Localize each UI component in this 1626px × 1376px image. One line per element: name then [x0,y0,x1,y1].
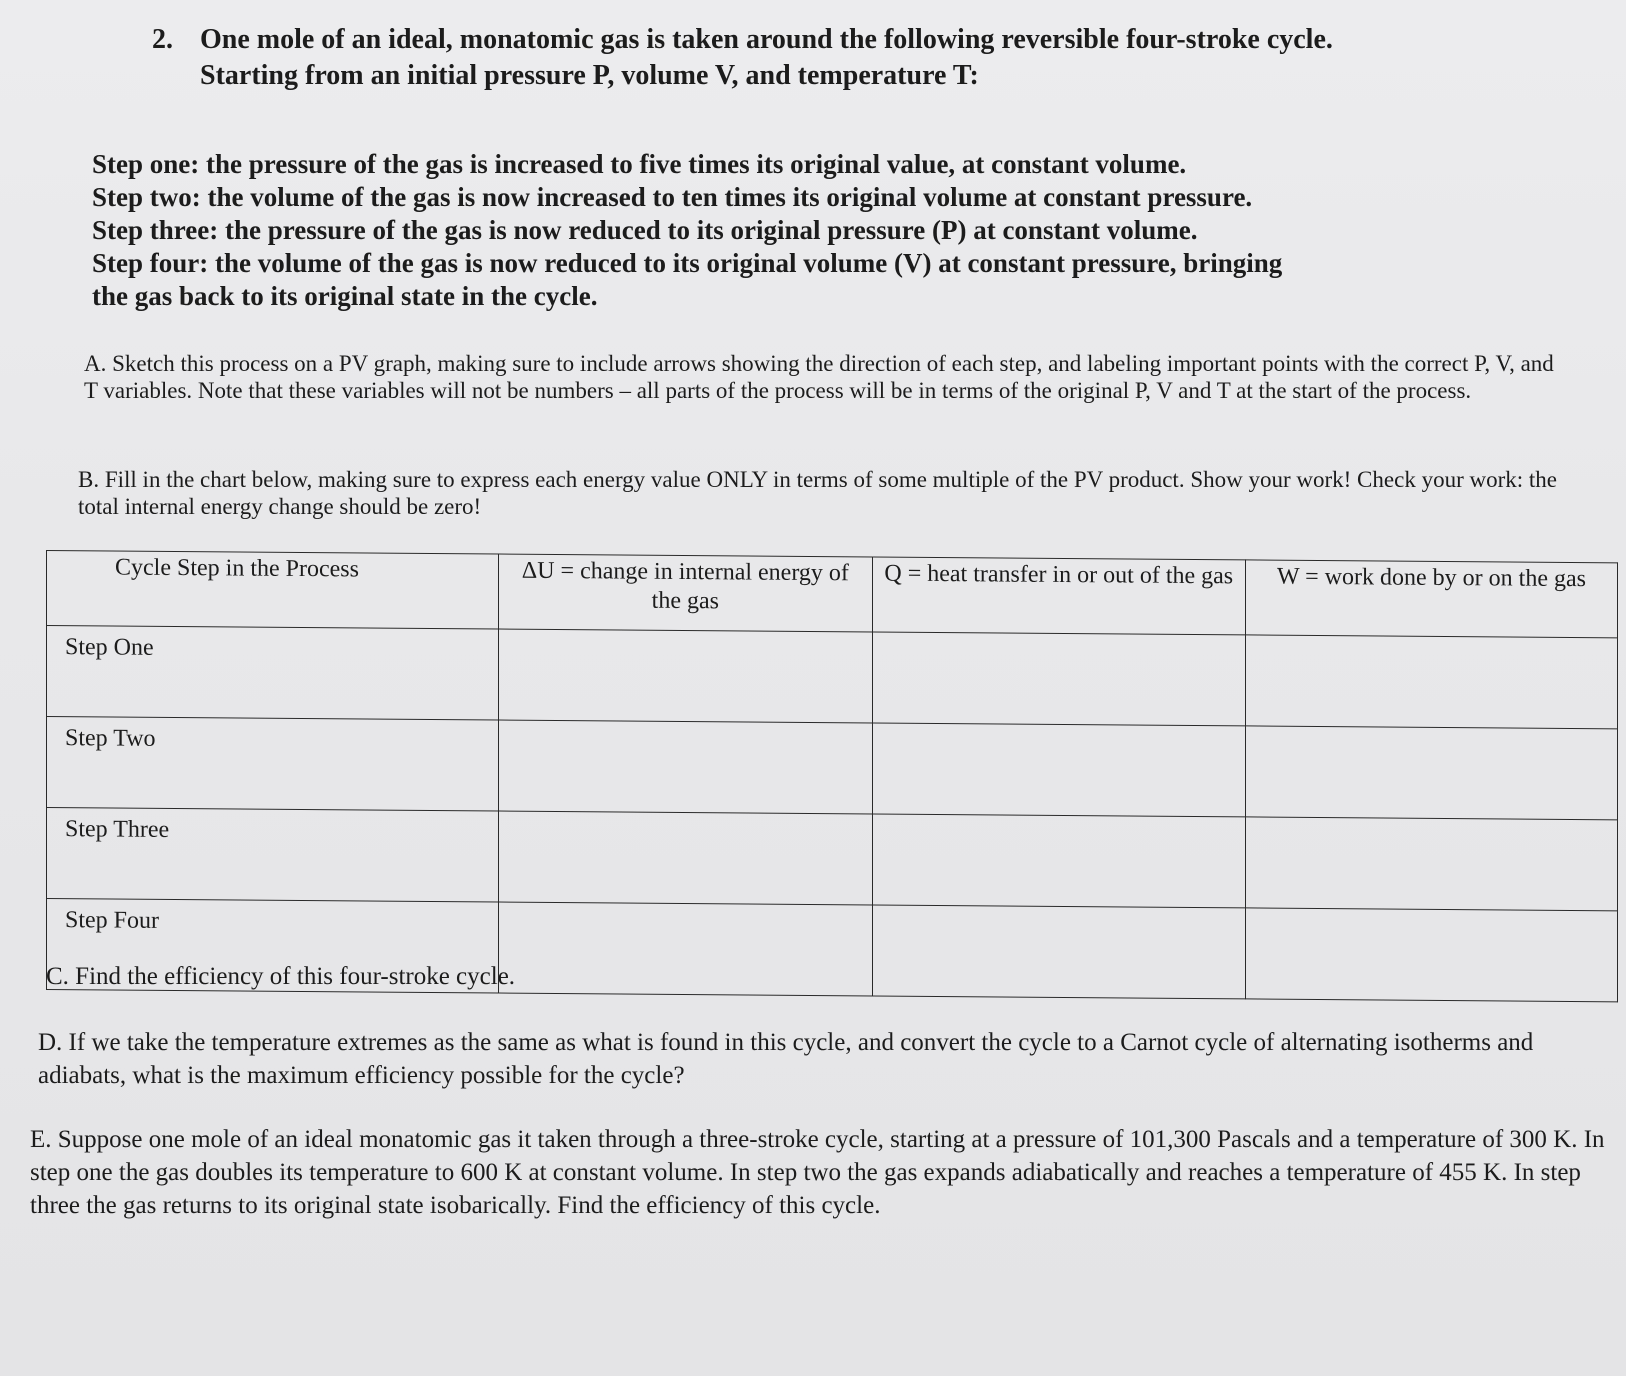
header-w: W = work done by or on the gas [1245,560,1617,638]
cell-step-two-w[interactable] [1245,726,1617,820]
table-row [47,808,1618,911]
cell-step-three-w[interactable] [1245,817,1617,911]
cell-step-one-delta-u[interactable] [499,629,872,723]
step-two-text: Step two: the volume of the gas is now increased to ten times its original volume at constant pressure. [92,182,1253,212]
cell-step-one-w[interactable] [1245,635,1617,729]
part-d-question: D. If we take the temperature extremes as the same as what is found in this cycle, and convert the cycle to a Carnot cycle of alternating isotherms and adiabats, what is the maximum efficiency possible for the cycle? [38,1029,1534,1089]
table-header-row [47,551,1618,638]
cell-step-two-q[interactable] [872,723,1245,817]
header-delta-u: ΔU = change in internal energy of the gas [499,554,872,632]
table-row [47,626,1618,729]
header-cycle-step: Cycle Step in the Process [47,551,499,630]
part-a-instructions: A. Sketch this process on a PV graph, making sure to include arrows showing the direction of each step, and labeling important points with the correct P, V, and T variables. Note that these variables will not be numbers – all parts of the process will be in terms of the original P, V and T at the start of the process. [84,351,1554,403]
part-c-question: C. Find the efficiency of this four-stroke cycle. [46,963,516,990]
step-three-text: Step three: the pressure of the gas is now reduced to its original pressure (P) at constant volume. [92,215,1198,245]
row-label-step-two: Step Two [47,717,499,812]
question-intro-line2: Starting from an initial pressure P, volume V, and temperature T: [200,60,979,91]
cell-step-three-delta-u[interactable] [499,811,872,905]
energy-table [46,550,1618,1002]
question-intro-line1: One mole of an ideal, monatomic gas is taken around the following reversible four-stroke cycle. [200,24,1333,55]
step-four-text: Step four: the volume of the gas is now reduced to its original volume (V) at constant pressure, bringing [92,248,1283,278]
step-one-text: Step one: the pressure of the gas is increased to five times its original value, at constant volume. [92,149,1187,179]
cell-step-two-delta-u[interactable] [499,720,872,814]
part-e-question: E. Suppose one mole of an ideal monatomic gas it taken through a three-stroke cycle, starting at a pressure of 101,300 Pascals and a temperature of 300 K. In step one the gas doubles its temperature to 600 K at constant volume. In step two the gas expands adiabatically and reaches a temperature of 455 K. In step three the gas returns to its original state isobarically. Find the efficiency of this cycle. [30,1126,1605,1219]
step-four-text-continued: the gas back to its original state in the cycle. [92,281,598,311]
cell-step-one-q[interactable] [872,632,1245,726]
part-b-instructions: B. Fill in the chart below, making sure to express each energy value ONLY in terms of some multiple of the PV product. Show your work! Check your work: the total internal energy change should be zero! [78,467,1557,519]
question-number: 2. [152,24,173,55]
question-header [152,22,1592,94]
row-label-step-four: Step Four [47,899,499,994]
cycle-steps [92,148,1592,313]
header-q: Q = heat transfer in or out of the gas [872,557,1245,635]
table-row [47,717,1618,820]
row-label-step-three: Step Three [47,808,499,903]
question-intro [200,22,1592,94]
cell-step-three-q[interactable] [872,814,1245,908]
row-label-step-one: Step One [47,626,499,721]
